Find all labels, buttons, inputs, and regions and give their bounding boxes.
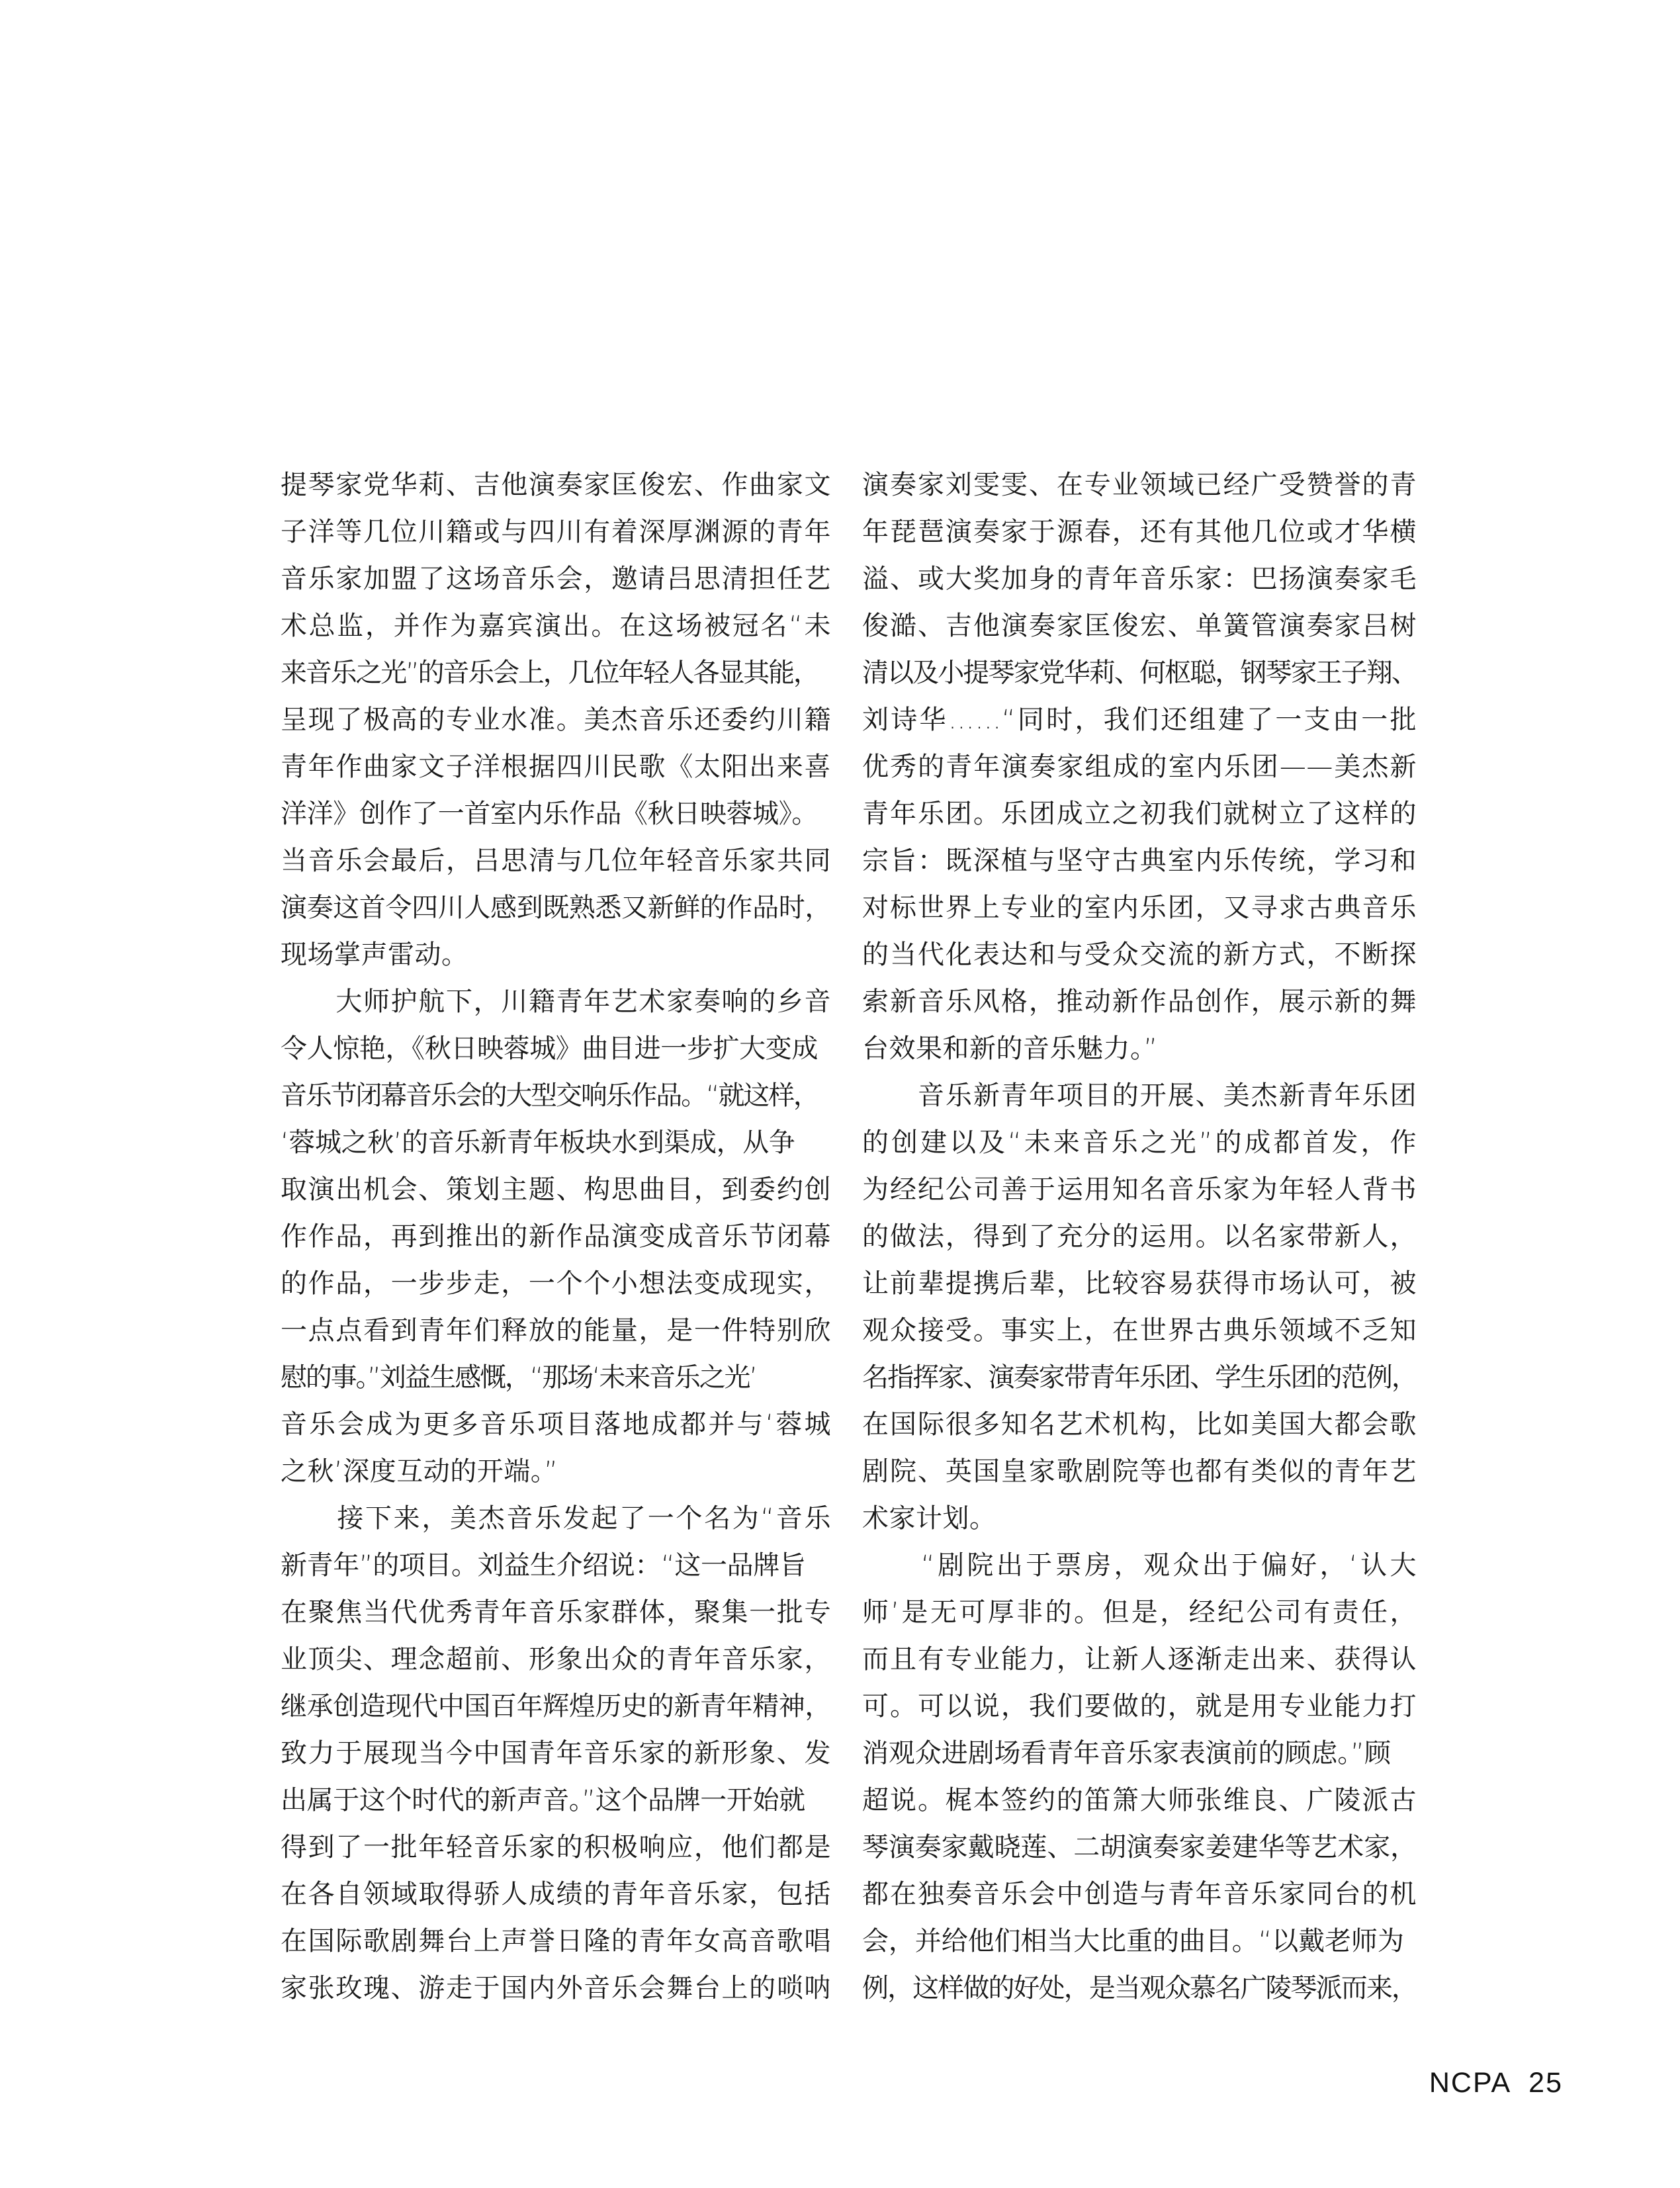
text-line: 剧院、英国皇家歌剧院等也都有类似的青年艺 — [862, 1456, 1417, 1487]
text-line: 音乐会成为更多音乐项目落地成都并与‘蓉城 — [281, 1409, 831, 1440]
text-line: 演奏这首令四川人感到既熟悉又新鲜的作品时， — [281, 893, 831, 923]
page-footer — [1429, 2067, 1563, 2099]
text-line: 为经纪公司善于运用知名音乐家为年轻人背书 — [862, 1174, 1417, 1205]
text-line: 致力于展现当今中国青年音乐家的新形象、发 — [281, 1738, 831, 1769]
text-line: 取演出机会、策划主题、构思曲目，到委约创 — [281, 1174, 831, 1205]
text-line: ‘蓉城之秋’的音乐新青年板块水到渠成，从争 — [281, 1127, 795, 1158]
text-line: 演奏家刘雯雯、在专业领域已经广受赞誉的青 — [862, 470, 1417, 500]
text-line: 而且有专业能力，让新人逐渐走出来、获得认 — [862, 1644, 1417, 1675]
text-line: 得到了一批年轻音乐家的积极响应，他们都是 — [281, 1832, 831, 1862]
text-line: 家张玫瑰、游走于国内外音乐会舞台上的唢呐 — [281, 1973, 831, 2003]
text-line: 出属于这个时代的新声音。”这个品牌一开始就 — [281, 1785, 805, 1816]
text-line: 现场掌声雷动。 — [281, 940, 468, 970]
text-line: 呈现了极高的专业水准。美杰音乐还委约川籍 — [281, 705, 831, 735]
text-line: 的做法，得到了充分的运用。以名家带新人， — [862, 1221, 1417, 1252]
text-line: 在国际很多知名艺术机构，比如美国大都会歌 — [862, 1409, 1417, 1440]
text-line: 溢、或大奖加身的青年音乐家：巴扬演奏家毛 — [862, 564, 1417, 594]
text-line: 琴演奏家戴晓莲、二胡演奏家姜建华等艺术家， — [862, 1832, 1417, 1862]
text-line: 年琵琶演奏家于源春，还有其他几位或才华横 — [862, 517, 1417, 547]
text-line: 青年乐团。乐团成立之初我们就树立了这样的 — [862, 799, 1417, 829]
text-line: 例，这样做的好处，是当观众慕名广陵琴派而来， — [862, 1973, 1417, 2003]
text-line: 台效果和新的音乐魅力。” — [862, 1033, 1158, 1064]
text-line: 作作品，再到推出的新作品演变成音乐节闭幕 — [281, 1221, 831, 1252]
text-line: 慰的事。”刘益生感慨，“那场‘未来音乐之光’ — [281, 1362, 756, 1393]
text-line: 对标世界上专业的室内乐团，又寻求古典音乐 — [862, 893, 1417, 923]
text-line: 索新音乐风格，推动新作品创作，展示新的舞 — [862, 986, 1417, 1017]
text-line: 洋洋》创作了一首室内乐作品《秋日映蓉城》。 — [281, 799, 818, 829]
text-line: 刘诗华……“同时，我们还组建了一支由一批 — [862, 705, 1417, 735]
article-column-left — [281, 462, 831, 2012]
text-line: 大师护航下，川籍青年艺术家奏响的乡音 — [281, 986, 831, 1017]
text-line: 音乐节闭幕音乐会的大型交响乐作品。“就这样， — [281, 1080, 818, 1111]
text-line: 观众接受。事实上，在世界古典乐领域不乏知 — [862, 1315, 1417, 1346]
text-line: 在国际歌剧舞台上声誉日隆的青年女高音歌唱 — [281, 1926, 831, 1956]
text-line: 业顶尖、理念超前、形象出众的青年音乐家， — [281, 1644, 831, 1675]
text-line: 继承创造现代中国百年辉煌历史的新青年精神， — [281, 1691, 831, 1722]
text-line: 消观众进剧场看青年音乐家表演前的顾虑。”顾 — [862, 1738, 1391, 1769]
text-line: 优秀的青年演奏家组成的室内乐团——美杰新 — [862, 752, 1417, 782]
text-line: 接下来，美杰音乐发起了一个名为“音乐 — [281, 1503, 831, 1534]
text-line: 新青年”的项目。刘益生介绍说：“这一品牌旨 — [281, 1550, 806, 1581]
text-line: 名指挥家、演奏家带青年乐团、学生乐团的范例， — [862, 1362, 1417, 1393]
text-line: 宗旨：既深植与坚守古典室内乐传统，学习和 — [862, 846, 1417, 876]
text-line: 之秋’深度互动的开端。” — [281, 1456, 558, 1487]
text-line: 青年作曲家文子洋根据四川民歌《太阳出来喜 — [281, 752, 831, 782]
text-line: 可。可以说，我们要做的，就是用专业能力打 — [862, 1691, 1417, 1722]
text-line: 提琴家党华莉、吉他演奏家匡俊宏、作曲家文 — [281, 470, 831, 500]
text-line: 令人惊艳，《秋日映蓉城》曲目进一步扩大变成 — [281, 1033, 818, 1064]
text-line: 音乐新青年项目的开展、美杰新青年乐团 — [862, 1080, 1417, 1111]
text-line: 音乐家加盟了这场音乐会，邀请吕思清担任艺 — [281, 564, 831, 594]
text-line: 一点点看到青年们释放的能量，是一件特别欣 — [281, 1315, 831, 1346]
text-line: 术总监，并作为嘉宾演出。在这场被冠名“未 — [281, 611, 831, 641]
text-line: 都在独奏音乐会中创造与青年音乐家同台的机 — [862, 1879, 1417, 1909]
article-column-right — [862, 462, 1417, 2012]
text-line: 的创建以及“未来音乐之光”的成都首发，作 — [862, 1127, 1417, 1158]
text-line: 在各自领域取得骄人成绩的青年音乐家，包括 — [281, 1879, 831, 1909]
text-line: “剧院出于票房，观众出于偏好，‘认大 — [862, 1550, 1417, 1581]
text-line: 术家计划。 — [862, 1503, 996, 1534]
text-line: 俊澔、吉他演奏家匡俊宏、单簧管演奏家吕树 — [862, 611, 1417, 641]
text-line: 的作品，一步步走，一个个小想法变成现实， — [281, 1268, 831, 1299]
text-line: 超说。梶本签约的笛箫大师张维良、广陵派古 — [862, 1785, 1417, 1816]
text-line: 当音乐会最后，吕思清与几位年轻音乐家共同 — [281, 846, 831, 876]
text-line: 子洋等几位川籍或与四川有着深厚渊源的青年 — [281, 517, 831, 547]
text-line: 来音乐之光”的音乐会上，几位年轻人各显其能， — [281, 658, 818, 688]
text-line: 师’是无可厚非的。但是，经纪公司有责任， — [862, 1597, 1417, 1628]
text-line: 会，并给他们相当大比重的曲目。“以戴老师为 — [862, 1926, 1404, 1956]
text-line: 在聚焦当代优秀青年音乐家群体，聚集一批专 — [281, 1597, 831, 1628]
publication-name: NCPA — [1429, 2067, 1512, 2099]
text-line: 让前辈提携后辈，比较容易获得市场认可，被 — [862, 1268, 1417, 1299]
page-number: 25 — [1528, 2067, 1563, 2099]
text-line: 清以及小提琴家党华莉、何枢聪，钢琴家王子翔、 — [862, 658, 1417, 688]
text-line: 的当代化表达和与受众交流的新方式，不断探 — [862, 940, 1417, 970]
